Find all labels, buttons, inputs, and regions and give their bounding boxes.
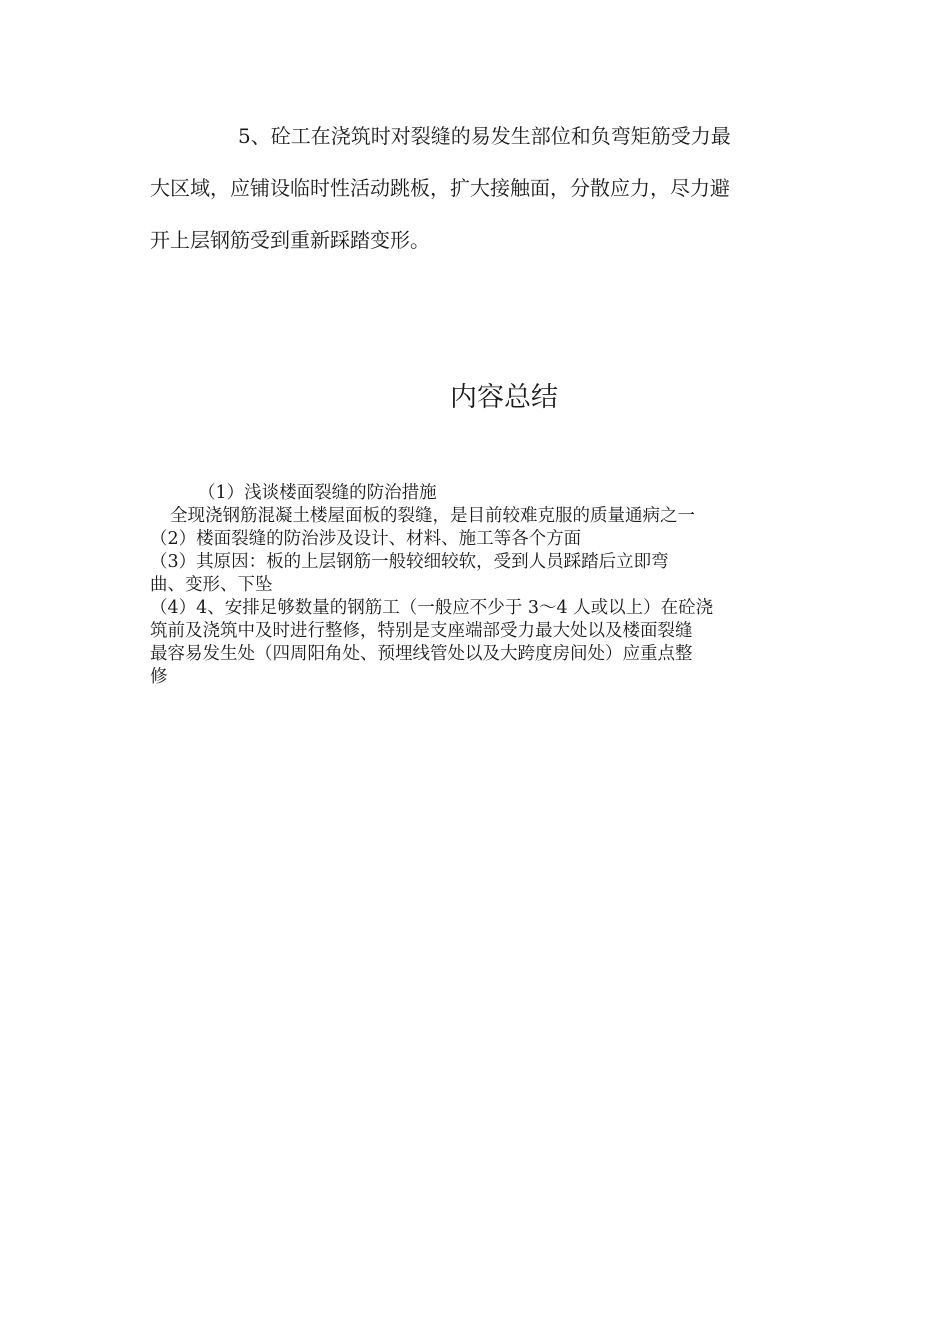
section-title: 内容总结: [450, 382, 558, 413]
summary-item-1: （1）浅谈楼面裂缝的防治措施: [198, 483, 437, 503]
paragraph-line: 大区域，应铺设临时性活动跳板，扩大接触面，分散应力，尽力避: [150, 176, 730, 200]
summary-item-3: （3）其原因：板的上层钢筋一般较细较软，受到人员踩踏后立即弯: [150, 552, 669, 572]
summary-item-4-cont: 修: [150, 667, 168, 687]
summary-item-4-cont: 最容易发生处（四周阳角处、预埋线管处以及大跨度房间处）应重点整: [150, 644, 693, 664]
summary-item-2: （2）楼面裂缝的防治涉及设计、材料、施工等各个方面: [150, 529, 582, 549]
summary-item-4: （4）4、安排足够数量的钢筋工（一般应不少于 3～4 人或以上）在砼浇: [150, 598, 714, 618]
paragraph-line: 开上层钢筋受到重新踩踏变形。: [150, 228, 430, 252]
summary-item-4-cont: 筑前及浇筑中及时进行整修，特别是支座端部受力最大处以及楼面裂缝: [150, 621, 693, 641]
summary-item-1-detail: 全现浇钢筋混凝土楼屋面板的裂缝，是目前较难克服的质量通病之一: [170, 506, 695, 526]
body-paragraph-item-5: [150, 110, 802, 266]
paragraph-line: 5、砼工在浇筑时对裂缝的易发生部位和负弯矩筋受力最: [238, 124, 731, 148]
summary-item-3-cont: 曲、变形、下坠: [150, 575, 273, 595]
summary-list: [150, 482, 802, 689]
